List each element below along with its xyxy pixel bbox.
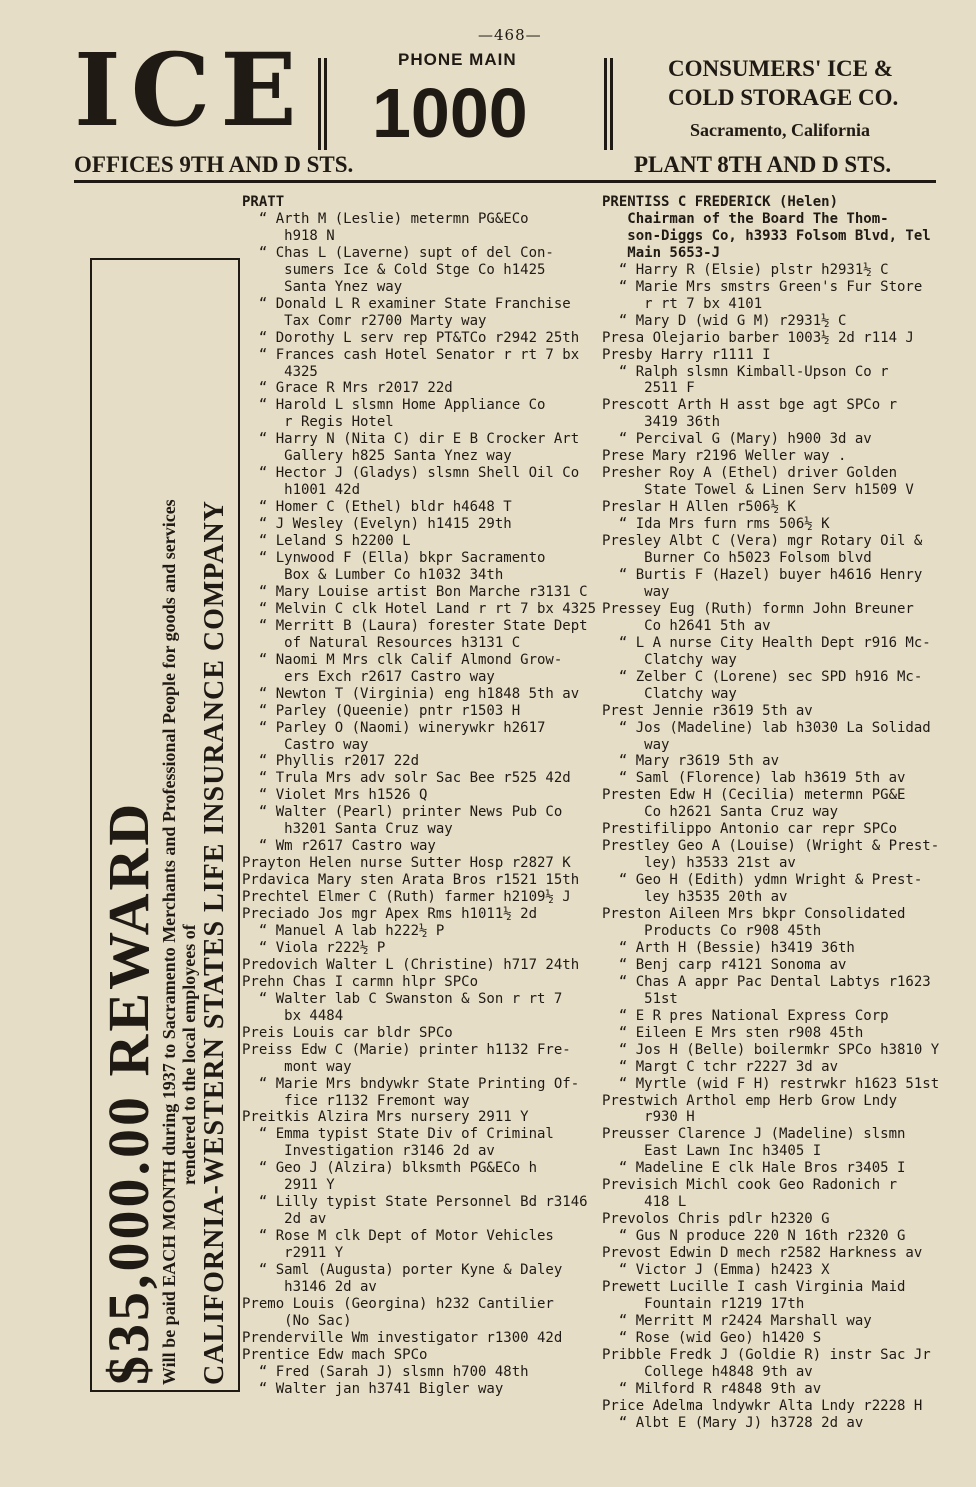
directory-entry-line: “ Geo J (Alzira) blksmth PG&ECo h bbox=[242, 1160, 538, 1177]
directory-entry-line: “ E R pres National Express Corp bbox=[602, 1007, 889, 1024]
directory-entry-line: Price Adelma lndywkr Alta Lndy r2228 H bbox=[602, 1397, 923, 1414]
directory-entry-line: mont way bbox=[242, 1058, 352, 1075]
directory-entry-line: “ Walter jan h3741 Bigler way bbox=[242, 1380, 504, 1397]
directory-entry-line: “ Percival G (Mary) h900 3d av bbox=[602, 431, 872, 448]
directory-entry-line: Predovich Walter L (Christine) h717 24th bbox=[242, 956, 580, 973]
directory-entry-line: “ Margt C tchr r2227 3d av bbox=[602, 1058, 839, 1075]
directory-entry-line: Preitkis Alzira Mrs nursery 2911 Y bbox=[242, 1109, 529, 1126]
directory-entry-line: “ Saml (Florence) lab h3619 5th av bbox=[602, 770, 906, 787]
offices-address: OFFICES 9TH AND D STS. bbox=[74, 152, 354, 177]
directory-entry-line: Gallery h825 Santa Ynez way bbox=[242, 448, 512, 465]
directory-entry-line: Prest Jennie r3619 5th av bbox=[602, 702, 813, 719]
directory-entry-line: “ Mary Louise artist Bon Marche r3131 C bbox=[242, 583, 588, 600]
directory-entry-line: Preston Aileen Mrs bkpr Consolidated bbox=[602, 906, 906, 923]
directory-entry-line: “ Merritt M r2424 Marshall way bbox=[602, 1312, 872, 1329]
reward-line2: rendered to the local employees of bbox=[179, 924, 199, 1185]
directory-entry-line: Preslar H Allen r506½ K bbox=[602, 499, 796, 516]
directory-entry-line: “ Naomi M Mrs clk Calif Almond Grow- bbox=[242, 651, 563, 668]
directory-entry-line: “ Grace R Mrs r2017 22d bbox=[242, 380, 453, 397]
directory-entry-line: bx 4484 bbox=[242, 1007, 344, 1024]
directory-entry-line: Pressey Eug (Ruth) formn John Breuner bbox=[602, 600, 914, 617]
directory-entry-line: r930 H bbox=[602, 1109, 695, 1126]
directory-entry-line: “ Emma typist State Div of Criminal bbox=[242, 1126, 554, 1143]
company-name bbox=[668, 54, 898, 112]
directory-entry-line: “ Albt E (Mary J) h3728 2d av bbox=[602, 1414, 864, 1431]
directory-entry-line: “ Ralph slsmn Kimball-Upson Co r bbox=[602, 363, 889, 380]
directory-entry-line: East Lawn Inc h3405 I bbox=[602, 1143, 822, 1160]
directory-entry-line: “ Madeline E clk Hale Bros r3405 I bbox=[602, 1160, 906, 1177]
header-rule bbox=[74, 180, 936, 183]
directory-entry-line: “ Harry R (Elsie) plstr h2931½ C bbox=[602, 261, 889, 278]
phone-number: 1000 bbox=[372, 74, 528, 152]
directory-entry-line: Previsich Michl cook Geo Radonich r bbox=[602, 1177, 898, 1194]
directory-entry-line: “ Walter lab C Swanston & Son r rt 7 bbox=[242, 990, 563, 1007]
directory-entry-line: “ Manuel A lab h222½ P bbox=[242, 922, 445, 939]
directory-entry-line: “ Donald L R examiner State Franchise bbox=[242, 295, 571, 312]
directory-entry-line: Pribble Fredk J (Goldie R) instr Sac Jr bbox=[602, 1346, 931, 1363]
directory-entry-line: Products Co r908 45th bbox=[602, 922, 822, 939]
directory-entry-line: “ Merritt B (Laura) forester State Dept bbox=[242, 617, 588, 634]
directory-entry-line: “ Arth M (Leslie) metermn PG&ECo bbox=[242, 210, 529, 227]
directory-entry-line: “ Arth H (Bessie) h3419 36th bbox=[602, 939, 855, 956]
directory-entry-line: Prechtel Elmer C (Ruth) farmer h2109½ J bbox=[242, 889, 571, 906]
directory-entry-line: “ Melvin C clk Hotel Land r rt 7 bx 4325 bbox=[242, 600, 597, 617]
directory-entry-line: “ Marie Mrs smstrs Green's Fur Store bbox=[602, 278, 923, 295]
directory-entry-line: 418 L bbox=[602, 1194, 687, 1211]
directory-entry-line: “ Fred (Sarah J) slsmn h700 48th bbox=[242, 1363, 529, 1380]
directory-entry-line: “ Harry N (Nita C) dir E B Crocker Art bbox=[242, 431, 580, 448]
column-entries bbox=[242, 211, 600, 1398]
directory-column-left bbox=[242, 194, 600, 1398]
reward-ad bbox=[90, 258, 240, 1392]
directory-entry-line: “ Marie Mrs bndywkr State Printing Of- bbox=[242, 1075, 580, 1092]
directory-entry-line: way bbox=[602, 736, 670, 753]
reward-main bbox=[96, 800, 161, 1385]
directory-entry-line: “ L A nurse City Health Dept r916 Mc- bbox=[602, 634, 931, 651]
directory-entry-line: “ Frances cash Hotel Senator r rt 7 bx bbox=[242, 346, 580, 363]
directory-entry-line: Preiss Edw C (Marie) printer h1132 Fre- bbox=[242, 1041, 571, 1058]
directory-entry-line: “ Phyllis r2017 22d bbox=[242, 753, 420, 770]
reward-line1: Will be paid EACH MONTH during 1937 to Sacramento Merchants and Professional People for goods and services bbox=[159, 499, 179, 1385]
directory-entry-line: way bbox=[602, 583, 670, 600]
directory-entry-line: Presa Olejario barber 1003½ 2d r114 J bbox=[602, 329, 914, 346]
directory-entry-line: “ Rose (wid Geo) h1420 S bbox=[602, 1329, 822, 1346]
directory-entry-line: Chairman of the Board The Thom- bbox=[602, 210, 889, 227]
directory-entry-line: Prevolos Chris pdlr h2320 G bbox=[602, 1211, 830, 1228]
directory-entry-line: “ Benj carp r4121 Sonoma av bbox=[602, 956, 847, 973]
directory-entry-line: “ Saml (Augusta) porter Kyne & Daley bbox=[242, 1262, 563, 1279]
directory-entry-line: Prewett Lucille I cash Virginia Maid bbox=[602, 1279, 906, 1295]
directory-entry-line: “ Geo H (Edith) ydmn Wright & Prest- bbox=[602, 872, 923, 889]
directory-entry-line: “ Newton T (Virginia) eng h1848 5th av bbox=[242, 685, 580, 702]
directory-entry-line: 4325 bbox=[242, 363, 318, 380]
directory-entry-line: “ Eileen E Mrs sten r908 45th bbox=[602, 1024, 864, 1041]
column-heading: PRATT bbox=[242, 194, 285, 210]
company-name-line1: CONSUMERS' ICE & bbox=[668, 56, 893, 81]
directory-entry-line: Co h2641 5th av bbox=[602, 617, 771, 634]
divider-right bbox=[604, 58, 607, 150]
directory-entry-line: 2511 F bbox=[602, 380, 695, 397]
directory-entry-line: “ Mary D (wid G M) r2931½ C bbox=[602, 312, 847, 329]
directory-entry-line: “ Chas L (Laverne) supt of del Con- bbox=[242, 244, 554, 261]
directory-entry-line: “ Jos H (Belle) boilermkr SPCo h3810 Y bbox=[602, 1041, 940, 1058]
directory-entry-line: h1001 42d bbox=[242, 482, 361, 499]
directory-entry-line: Box & Lumber Co h1032 34th bbox=[242, 566, 504, 583]
directory-entry-line: son-Diggs Co, h3933 Folsom Blvd, Tel bbox=[602, 227, 931, 244]
directory-entry-line: Fountain r1219 17th bbox=[602, 1295, 805, 1312]
directory-entry-line: h918 N bbox=[242, 227, 335, 244]
reward-company: CALIFORNIA-WESTERN STATES LIFE INSURANCE COMPANY bbox=[199, 500, 230, 1385]
directory-entry-line: Burner Co h5023 Folsom blvd bbox=[602, 550, 872, 567]
directory-entry-line: Presby Harry r1111 I bbox=[602, 346, 771, 363]
directory-entry-line: Prescott Arth H asst bge agt SPCo r bbox=[602, 397, 898, 414]
directory-entry-line: Preis Louis car bldr SPCo bbox=[242, 1024, 453, 1041]
directory-entry-line: of Natural Resources h3131 C bbox=[242, 634, 521, 651]
directory-entry-line: “ Dorothy L serv rep PT&TCo r2942 25th bbox=[242, 329, 580, 346]
directory-entry-line: Clatchy way bbox=[602, 685, 737, 702]
directory-entry-line: Presley Albt C (Vera) mgr Rotary Oil & bbox=[602, 533, 923, 550]
directory-entry-line: ley) h3533 21st av bbox=[602, 855, 796, 872]
directory-entry-line: Prdavica Mary sten Arata Bros r1521 15th bbox=[242, 872, 580, 889]
directory-entry-line: Clatchy way bbox=[602, 651, 737, 668]
directory-entry-line: “ Wm r2617 Castro way bbox=[242, 838, 436, 855]
company-city: Sacramento, California bbox=[690, 120, 870, 140]
directory-entry-line: Prenderville Wm investigator r1300 42d bbox=[242, 1329, 563, 1346]
directory-entry-line: “ Hector J (Gladys) slsmn Shell Oil Co bbox=[242, 465, 580, 482]
divider-right-2 bbox=[610, 58, 613, 150]
directory-entry-line: Prayton Helen nurse Sutter Hosp r2827 K bbox=[242, 855, 571, 872]
page-number: —468— bbox=[478, 26, 542, 44]
directory-entry-line: Preusser Clarence J (Madeline) slsmn bbox=[602, 1126, 906, 1143]
divider-left-2 bbox=[324, 58, 327, 150]
directory-entry-line: “ Trula Mrs adv solr Sac Bee r525 42d bbox=[242, 770, 571, 787]
directory-entry-line: “ Burtis F (Hazel) buyer h4616 Henry bbox=[602, 566, 923, 583]
directory-entry-line: College h4848 9th av bbox=[602, 1363, 813, 1380]
directory-entry-line: ley h3535 20th av bbox=[602, 889, 788, 906]
directory-entry-line: “ Lilly typist State Personnel Bd r3146 bbox=[242, 1194, 588, 1211]
directory-entry-line: Presher Roy A (Ethel) driver Golden bbox=[602, 465, 898, 482]
directory-entry-line: 2911 Y bbox=[242, 1177, 335, 1194]
directory-entry-line: (No Sac) bbox=[242, 1312, 352, 1329]
directory-entry-line: r Regis Hotel bbox=[242, 414, 394, 431]
directory-entry-line: h3146 2d av bbox=[242, 1279, 377, 1295]
directory-entry-line: r2911 Y bbox=[242, 1245, 344, 1262]
divider-left bbox=[318, 58, 321, 150]
directory-entry-line: “ Parley O (Naomi) winerywkr h2617 bbox=[242, 719, 546, 736]
directory-entry-line: “ Ida Mrs furn rms 506½ K bbox=[602, 516, 830, 533]
directory-entry-line: Prese Mary r2196 Weller way . bbox=[602, 448, 847, 465]
directory-entry-line: “ Gus N produce 220 N 16th r2320 G bbox=[602, 1228, 906, 1245]
directory-column-right bbox=[602, 194, 946, 1432]
directory-entry-line: “ Viola r222½ P bbox=[242, 939, 386, 956]
directory-entry-line: 2d av bbox=[242, 1211, 327, 1228]
directory-entry-line: Co h2621 Santa Cruz way bbox=[602, 804, 839, 821]
directory-entry-line: “ Rose M clk Dept of Motor Vehicles bbox=[242, 1228, 554, 1245]
directory-entry-line: sumers Ice & Cold Stge Co h1425 bbox=[242, 261, 546, 278]
directory-entry-line: “ Violet Mrs h1526 Q bbox=[242, 787, 428, 804]
directory-entry-line: “ Mary r3619 5th av bbox=[602, 753, 780, 770]
directory-entry-line: “ Lynwood F (Ella) bkpr Sacramento bbox=[242, 550, 546, 567]
directory-entry-line: PRENTISS C FREDERICK (Helen) bbox=[602, 194, 839, 210]
directory-entry-line: 3419 36th bbox=[602, 414, 721, 431]
directory-entry-line: Premo Louis (Georgina) h232 Cantilier bbox=[242, 1295, 554, 1312]
column-entries bbox=[602, 194, 946, 1432]
directory-entry-line: Presten Edw H (Cecilia) metermn PG&E bbox=[602, 787, 906, 804]
directory-entry-line: Prestifilippo Antonio car repr SPCo bbox=[602, 821, 898, 838]
directory-entry-line: Prestwich Arthol emp Herb Grow Lndy bbox=[602, 1092, 898, 1109]
directory-entry-line: Prevost Edwin D mech r2582 Harkness av bbox=[602, 1245, 923, 1262]
directory-entry-line: “ Chas A appr Pac Dental Labtys r1623 bbox=[602, 973, 931, 990]
directory-entry-line: State Towel & Linen Serv h1509 V bbox=[602, 482, 914, 499]
directory-entry-line: “ Zelber C (Lorene) sec SPD h916 Mc- bbox=[602, 668, 923, 685]
directory-entry-line: Santa Ynez way bbox=[242, 278, 403, 295]
directory-entry-line: ers Exch r2617 Castro way bbox=[242, 668, 495, 685]
reward-amount: $35,000.00 REWARD bbox=[96, 800, 161, 1385]
directory-entry-line: “ Myrtle (wid F H) restrwkr h1623 51st bbox=[602, 1075, 940, 1092]
directory-entry-line: “ Parley (Queenie) pntr r1503 H bbox=[242, 702, 521, 719]
ice-heading: ICE bbox=[74, 31, 307, 149]
reward-ad-rotated bbox=[95, 265, 235, 1385]
directory-entry-line: Castro way bbox=[242, 736, 369, 753]
directory-entry-line: h3201 Santa Cruz way bbox=[242, 821, 453, 838]
plant-address: PLANT 8TH AND D STS. bbox=[634, 152, 892, 177]
directory-entry-line: Tax Comr r2700 Marty way bbox=[242, 312, 487, 329]
company-name-line2: COLD STORAGE CO. bbox=[668, 85, 899, 110]
directory-entry-line: “ Harold L slsmn Home Appliance Co bbox=[242, 397, 546, 414]
directory-entry-line: “ J Wesley (Evelyn) h1415 29th bbox=[242, 516, 512, 533]
directory-entry-line: fice r1132 Fremont way bbox=[242, 1092, 470, 1109]
directory-entry-line: Prestley Geo A (Louise) (Wright & Prest- bbox=[602, 838, 940, 855]
directory-entry-line: “ Milford R r4848 9th av bbox=[602, 1380, 822, 1397]
directory-entry-line: Prentice Edw mach SPCo bbox=[242, 1346, 428, 1363]
directory-entry-line: Investigation r3146 2d av bbox=[242, 1143, 495, 1160]
phone-label: PHONE MAIN bbox=[398, 50, 517, 69]
directory-entry-line: r rt 7 bx 4101 bbox=[602, 295, 763, 312]
directory-entry-line: “ Walter (Pearl) printer News Pub Co bbox=[242, 804, 563, 821]
directory-entry-line: “ Victor J (Emma) h2423 X bbox=[602, 1262, 830, 1279]
directory-entry-line: Prehn Chas I carmn hlpr SPCo bbox=[242, 973, 479, 990]
directory-entry-line: Main 5653-J bbox=[602, 244, 721, 261]
directory-entry-line: 51st bbox=[602, 990, 678, 1007]
directory-entry-line: “ Leland S h2200 L bbox=[242, 533, 411, 550]
directory-entry-line: Preciado Jos mgr Apex Rms h1011½ 2d bbox=[242, 906, 538, 923]
directory-entry-line: “ Homer C (Ethel) bldr h4648 T bbox=[242, 499, 512, 516]
directory-entry-line: “ Jos (Madeline) lab h3030 La Solidad bbox=[602, 719, 931, 736]
